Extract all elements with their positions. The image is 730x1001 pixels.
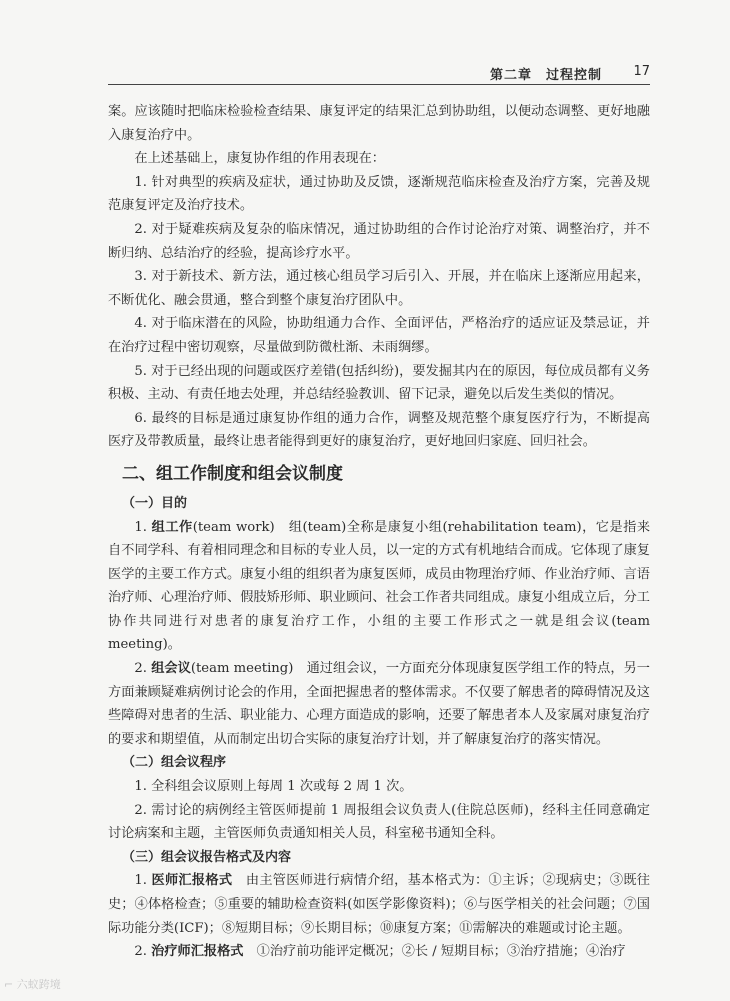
list-item: 1. 全科组会议原则上每周 1 次或每 2 周 1 次。	[134, 779, 413, 795]
section-heading: 二、组工作制度和组会议制度	[122, 463, 343, 484]
list-item	[108, 869, 650, 940]
paragraph: 案。应该随时把临床检验检查结果、康复评定的结果汇总到协助组，以便动态调整、更好地融入康复治疗中。	[108, 104, 650, 143]
item-text: (team work) 组(team)全称是康复小组(rehabilitation team)，它是指来自不同学科、有着相同理念和目标的专业人员，以一定的方式有机地结合而成。它体现了康复医学的主要工作方式。康复小组的组织者为康复医师，成员由物理治疗师、作业治疗师、言语治疗师、心理治疗师、假肢矫形师、职业顾问、社会工作者共同组成。康复小组成立后，分工协作共同进行对患者的康复治疗工作，小组的主要工作形式之一就是组会议(team meeting)。	[108, 519, 651, 653]
subsection-heading: （一）目的	[122, 495, 188, 511]
item-number: 1.	[134, 873, 152, 889]
item-text: ①治疗前功能评定概况；②长 / 短期目标；③治疗措施；④治疗	[243, 944, 626, 960]
paragraph: 在上述基础上，康复协作组的作用表现在：	[134, 151, 385, 167]
list-item: 4. 对于临床潜在的风险，协助组通力合作、全面评估，严格治疗的适应证及禁忌证，并在治疗过程中密切观察，尽量做到防微杜渐、未雨绸缪。	[108, 316, 650, 355]
page-body	[108, 100, 650, 964]
list-item: 6. 最终的目标是通过康复协作组的通力合作，调整及规范整个康复医疗行为，不断提高医疗及带教质量，最终让患者能得到更好的康复治疗，更好地回归家庭、回归社会。	[108, 410, 650, 450]
item-text: 由主管医师进行病情介绍，基本格式为：①主诉；②现病史；③既往史；④体格检查；⑤重要的辅助检查资料(如医学影像资料)；⑥与医学相关的社会问题；⑦国际功能分类(ICF)；⑧短期目标；⑨长期目标；⑩康复方案；⑪需解决的难题或讨论主题。	[108, 873, 650, 936]
item-number: 2.	[134, 661, 152, 677]
watermark: ⌐ 六蚁跨境	[4, 978, 61, 991]
term: 医师汇报格式	[151, 873, 233, 889]
running-header	[108, 60, 650, 90]
list-item: 2. 对于疑难疾病及复杂的临床情况，通过协助组的合作讨论治疗对策、调整治疗，并不断归纳、总结治疗的经验，提高诊疗水平。	[108, 221, 650, 261]
item-number: 2.	[134, 944, 152, 960]
header-rule	[108, 84, 650, 85]
list-item	[108, 657, 650, 751]
term: 治疗师汇报格式	[151, 944, 244, 960]
list-item: 1. 针对典型的疾病及症状，通过协助及反馈，逐渐规范临床检查及治疗方案，完善及规范康复评定及治疗技术。	[108, 174, 650, 214]
term: 组会议	[151, 661, 191, 677]
list-item: 5. 对于已经出现的问题或医疗差错(包括纠纷)，要发掘其内在的原因，每位成员都有义务积极、主动、有责任地去处理，并总结经验教训、留下记录，避免以后发生类似的情况。	[108, 363, 650, 403]
chapter-title: 第二章 过程控制	[489, 68, 602, 83]
subsection-heading: （三）组会议报告格式及内容	[122, 849, 292, 865]
list-item: 2. 需讨论的病例经主管医师提前 1 周报组会议负责人(住院总医师)，经科主任同意确定讨论病案和主题，主管医师负责通知相关人员，科室秘书通知全科。	[108, 802, 650, 842]
list-item	[108, 940, 650, 964]
subsection-heading: （二）组会议程序	[122, 755, 227, 771]
item-text: (team meeting) 通过组会议，一方面充分体现康复医学组工作的特点，另一方面兼顾疑难病例讨论会的作用，全面把握患者的整体需求。不仅要了解患者的障碍情况及这些障碍对患者的生活、职业能力、心理方面造成的影响，还要了解患者本人及家属对康复治疗的要求和期望值，从而制定出切合实际的康复治疗计划，并了解康复治疗的落实情况。	[108, 661, 650, 747]
list-item: 3. 对于新技术、新方法，通过核心组员学习后引入、开展，并在临床上逐渐应用起来，不断优化、融会贯通，整合到整个康复治疗团队中。	[108, 269, 650, 308]
item-number: 1.	[134, 519, 152, 535]
term: 组工作	[151, 519, 193, 535]
page-number: 17	[633, 64, 650, 79]
list-item	[108, 516, 650, 658]
